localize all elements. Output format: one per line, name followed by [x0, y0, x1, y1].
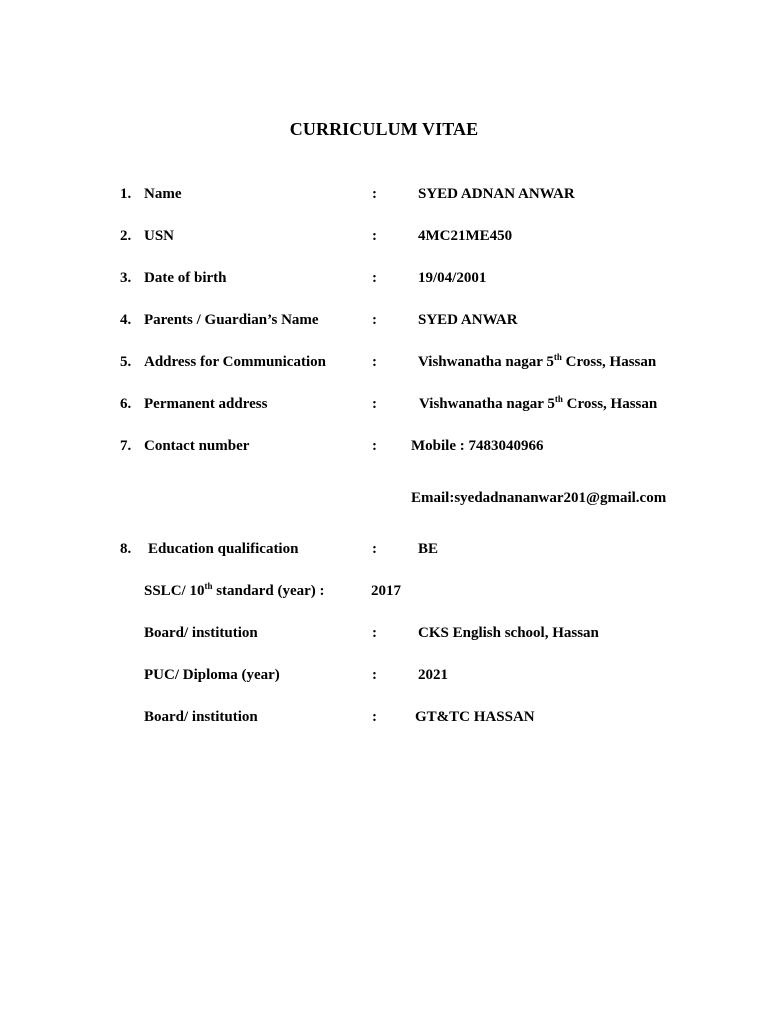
usn-value: 4MC21ME450	[418, 228, 513, 244]
usn-label: USN	[144, 228, 175, 244]
row-number: 4.	[120, 312, 132, 328]
permanent-address-value: Vishwanatha nagar 5th Cross, Hassan	[419, 394, 658, 412]
separator: :	[372, 541, 377, 557]
education-label: Education qualification	[148, 541, 299, 557]
education-value: BE	[418, 541, 439, 557]
row-number: 1.	[120, 186, 132, 202]
separator: :	[372, 396, 377, 412]
separator: :	[372, 270, 377, 286]
board-value: CKS English school, Hassan	[418, 625, 599, 641]
row-number: 7.	[120, 438, 132, 454]
separator: :	[372, 625, 377, 641]
guardian-value: SYED ANWAR	[418, 312, 518, 328]
board-value: GT&TC HASSAN	[415, 709, 535, 725]
sslc-value: 2017	[371, 583, 401, 599]
separator: :	[372, 186, 377, 202]
separator: :	[372, 667, 377, 683]
permanent-address-label: Permanent address	[144, 396, 268, 412]
board-label: Board/ institution	[144, 709, 258, 725]
row-number: 8.	[120, 541, 132, 557]
sslc-label: SSLC/ 10th standard (year) :	[144, 581, 325, 599]
row-number: 5.	[120, 354, 132, 370]
contact-label: Contact number	[144, 438, 250, 454]
comm-address-value: Vishwanatha nagar 5th Cross, Hassan	[418, 352, 657, 370]
name-label: Name	[144, 186, 182, 202]
row-number: 3.	[120, 270, 132, 286]
dob-value: 19/04/2001	[418, 270, 487, 286]
dob-label: Date of birth	[144, 270, 227, 286]
separator: :	[372, 312, 377, 328]
mobile-value: Mobile : 7483040966	[411, 438, 544, 454]
row-number: 6.	[120, 396, 132, 412]
puc-label: PUC/ Diploma (year)	[144, 667, 280, 683]
email-value: Email:syedadnananwar201@gmail.com	[411, 490, 667, 506]
guardian-label: Parents / Guardian’s Name	[144, 312, 319, 328]
document-title: CURRICULUM VITAE	[289, 119, 479, 139]
row-number: 2.	[120, 228, 132, 244]
board-label: Board/ institution	[144, 625, 258, 641]
separator: :	[372, 228, 377, 244]
separator: :	[372, 438, 377, 454]
name-value: SYED ADNAN ANWAR	[418, 186, 575, 202]
puc-value: 2021	[418, 667, 448, 683]
separator: :	[372, 354, 377, 370]
comm-address-label: Address for Communication	[144, 354, 326, 370]
separator: :	[372, 709, 377, 725]
